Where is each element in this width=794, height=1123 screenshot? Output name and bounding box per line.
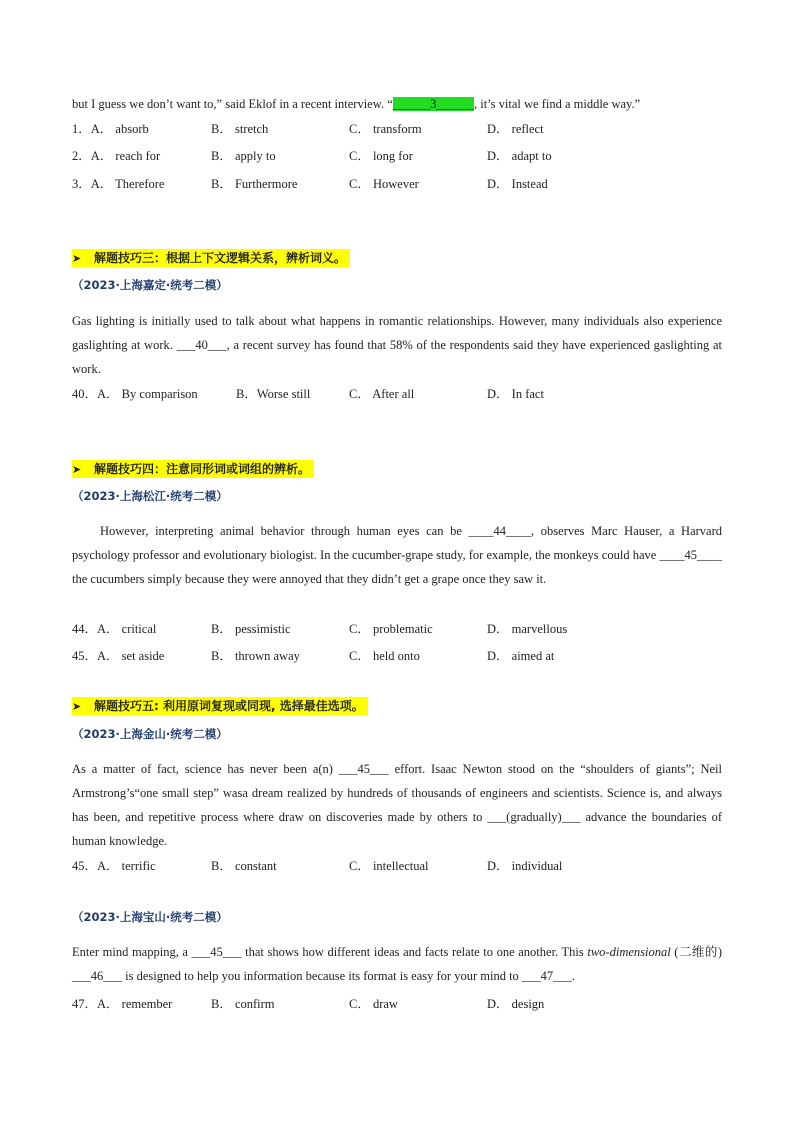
option-d: D． In fact [487,387,544,401]
sentence-text: , it’s vital we find a middle way.” [474,97,641,111]
source-label: （2023·上海嘉定·统考二模） [72,278,228,292]
option-c: C． However [349,177,419,191]
option-row-47 [72,996,722,1012]
option-d: D． individual [487,859,563,873]
option-d: D． adapt to [487,149,552,163]
tip-heading-4: ➤ 解题技巧四：注意同形词或词组的辨析。 [72,460,314,478]
tip-heading-3: ➤ 解题技巧三：根据上下文逻辑关系，辨析词义。 [72,249,350,267]
option-a: 3．A． Therefore [72,177,165,191]
arrow-bullet-icon: ➤ [72,252,82,265]
option-a: 47．A． remember [72,997,173,1011]
option-b: B． confirm [211,997,275,1011]
option-row-40 [72,386,722,402]
option-b: B． Furthermore [211,177,298,191]
option-row-45b [72,858,722,874]
option-c: C． draw [349,997,398,1011]
option-c: C． long for [349,149,413,163]
option-b: B． stretch [211,122,269,136]
option-a: 44．A． critical [72,622,157,636]
arrow-bullet-icon: ➤ [72,700,82,713]
option-d: D． Instead [487,177,548,191]
arrow-bullet-icon: ➤ [72,463,82,476]
option-b: B． apply to [211,149,276,163]
option-row-44 [72,621,722,637]
option-row-45 [72,648,722,664]
option-a: 1．A． absorb [72,122,149,136]
source-label: （2023·上海松江·统考二模） [72,489,228,503]
passage-45: As a matter of fact, science has never been a(n) ___45___ effort. Isaac Newton stood on the “shoulders of giants”; Neil Armstrong’s“one small step” wasa dream realized by hundreds of thousands of engineers and scientists. Science is, and always has been, and repetitive process where draw on discoveries made by others to ___(gradually)___ advance the boundaries of human knowledge. [72,762,722,848]
option-a: 2．A． reach for [72,149,161,163]
passage-44-45: However, interpreting animal behavior through human eyes can be ____44____, observes Marc Hauser, a Harvard psychology professor and evolutionary biologist. In the cucumber-grape study, for example, the monkeys could have ____45____ the cucumbers simply because they were annoyed that they didn’t get a grape once they saw it. [72,524,722,586]
option-a: 40．A． By comparison [72,387,198,401]
passage-45-47: Enter mind mapping, a ___45___ that shows how different ideas and facts relate to one another. This two-dimensional (二维的) ___46___ is designed to help you information because its format is easy for your mind to ___47___. [72,945,723,983]
option-c: C． After all [349,387,415,401]
option-row-3 [72,176,722,192]
option-b: B． pessimistic [211,622,291,636]
option-b: B．Worse still [236,387,311,401]
option-c: C． held onto [349,649,420,663]
option-d: D． marvellous [487,622,568,636]
option-b: B． constant [211,859,277,873]
intro-sentence [72,96,640,112]
option-a: 45．A． terrific [72,859,156,873]
highlighted-blank-3: ______3______ [392,97,474,111]
passage-40: Gas lighting is initially used to talk about what happens in romantic relationships. However, many individuals also experience gaslighting at work. ___40___, a recent survey has found that 58% of the respondents said they have experienced gaslighting at work. [72,314,722,376]
source-label: （2023·上海宝山·统考二模） [72,910,228,924]
option-row-1 [72,121,722,137]
sentence-text: but I guess we don’t want to,” said Eklof in a recent interview. “ [72,97,393,111]
tip-heading-5: ➤ 解题技巧五: 利用原词复现或同现, 选择最佳选项。 [72,697,368,715]
option-c: C． problematic [349,622,433,636]
option-d: D． aimed at [487,649,555,663]
option-d: D． design [487,997,545,1011]
option-d: D． reflect [487,122,544,136]
italic-term: two-dimensional [587,945,671,959]
option-row-2 [72,148,722,164]
option-b: B． thrown away [211,649,300,663]
option-c: C． intellectual [349,859,429,873]
option-a: 45．A． set aside [72,649,165,663]
option-c: C． transform [349,122,422,136]
source-label: （2023·上海金山·统考二模） [72,727,228,741]
